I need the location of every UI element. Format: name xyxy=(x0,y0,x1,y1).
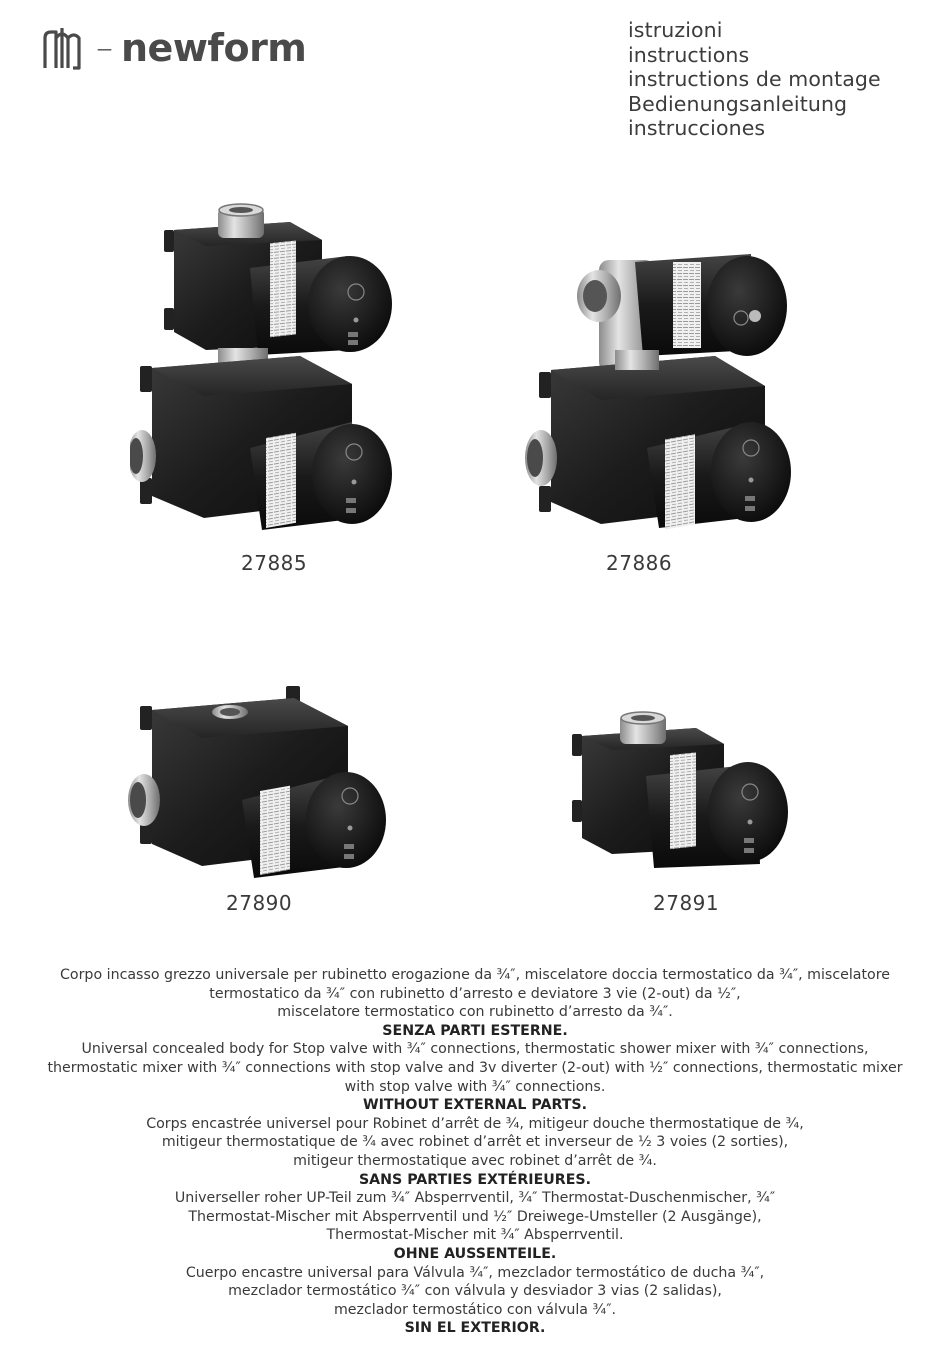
product-27891 xyxy=(566,708,806,878)
description-line: Corpo incasso grezzo universale per rubinetto erogazione da ¾″, miscelatore doccia termostatico da ¾″, miscelatore xyxy=(60,967,890,983)
universal-concealed-body-image xyxy=(118,680,398,880)
thermostatic-mixer-with-diverter-image xyxy=(515,248,795,538)
product-description xyxy=(20,966,930,1338)
description-line: mezclador termostático con válvula ¾″. xyxy=(333,1301,617,1318)
description-heading: SENZA PARTI ESTERNE. xyxy=(382,1022,568,1039)
language-item-fr: instructions de montage xyxy=(628,67,881,92)
description-line: Thermostat-Mischer mit Absperrventil und ½″ Dreiwege-Umsteller (2 Ausgänge), xyxy=(188,1208,762,1225)
description-line: Cuerpo encastre universal para Válvula ¾″, mezclador termostático de ducha ¾″, xyxy=(185,1264,765,1281)
description-line: Corps encastrée universel pour Robinet d’arrêt de ¾, mitigeur douche thermostatique de ¾, xyxy=(146,1115,804,1132)
brand-logo xyxy=(42,26,306,70)
description-heading: OHNE AUSSENTEILE. xyxy=(393,1245,557,1262)
description-fr xyxy=(20,1115,930,1189)
description-heading: SANS PARTIES EXTÉRIEURES. xyxy=(358,1171,592,1188)
language-item-es: instrucciones xyxy=(628,116,766,141)
stop-valve-body-image xyxy=(566,708,806,878)
brand-name: newform xyxy=(121,26,307,70)
description-line: Universeller roher UP-Teil zum ¾″ Absperrventil, ¾″ Thermostat-Duschenmischer, ¾″ xyxy=(174,1190,776,1207)
description-heading: SIN EL EXTERIOR. xyxy=(404,1320,546,1337)
product-code-27885: 27885 xyxy=(241,551,308,575)
description-line: mitigeur thermostatique avec robinet d’arrêt de ¾. xyxy=(293,1152,657,1169)
product-code-27890: 27890 xyxy=(226,891,293,915)
language-item-de: Bedienungsanleitung xyxy=(628,91,848,116)
description-en xyxy=(20,1040,930,1114)
product-27890 xyxy=(118,680,398,880)
description-de xyxy=(20,1189,930,1263)
brand-dash: – xyxy=(96,28,113,68)
description-es xyxy=(20,1264,930,1338)
description-line: Thermostat-Mischer mit ¾″ Absperrventil. xyxy=(326,1227,624,1244)
thermostatic-mixer-with-stop-valve-image xyxy=(130,200,410,540)
description-line: Universal concealed body for Stop valve with ¾″ connections, thermostatic shower mixer with ¾″ connections, xyxy=(81,1041,869,1058)
description-line: mitigeur thermostatique de ¾ avec robinet d’arrêt et inverseur de ½ 3 voies (2 sorties), xyxy=(161,1134,789,1151)
product-27886 xyxy=(515,248,795,538)
description-heading: WITHOUT EXTERNAL PARTS. xyxy=(362,1097,588,1114)
description-line: miscelatore termostatico con rubinetto d’arresto da ¾″. xyxy=(277,1004,673,1021)
description-it xyxy=(20,966,930,1040)
description-line: termostatico da ¾″ con rubinetto d’arresto e deviatore 3 vie (2-out) da ½″, xyxy=(209,985,741,1002)
product-code-27886: 27886 xyxy=(606,551,673,575)
language-item-it: istruzioni xyxy=(628,18,723,42)
description-line: thermostatic mixer with ¾″ connections with stop valve and 3v diverter (2-out) with ½″ connections, thermostatic mixer xyxy=(47,1059,903,1076)
product-27885 xyxy=(130,200,410,540)
product-code-27891: 27891 xyxy=(653,891,720,915)
language-item-en: instructions xyxy=(628,42,750,67)
description-line: mezclador termostático ¾″ con válvula y desviador 3 vias (2 salidas), xyxy=(228,1283,722,1300)
newform-logo-icon xyxy=(42,26,82,70)
language-list xyxy=(628,18,881,141)
description-line: with stop valve with ¾″ connections. xyxy=(344,1078,606,1095)
